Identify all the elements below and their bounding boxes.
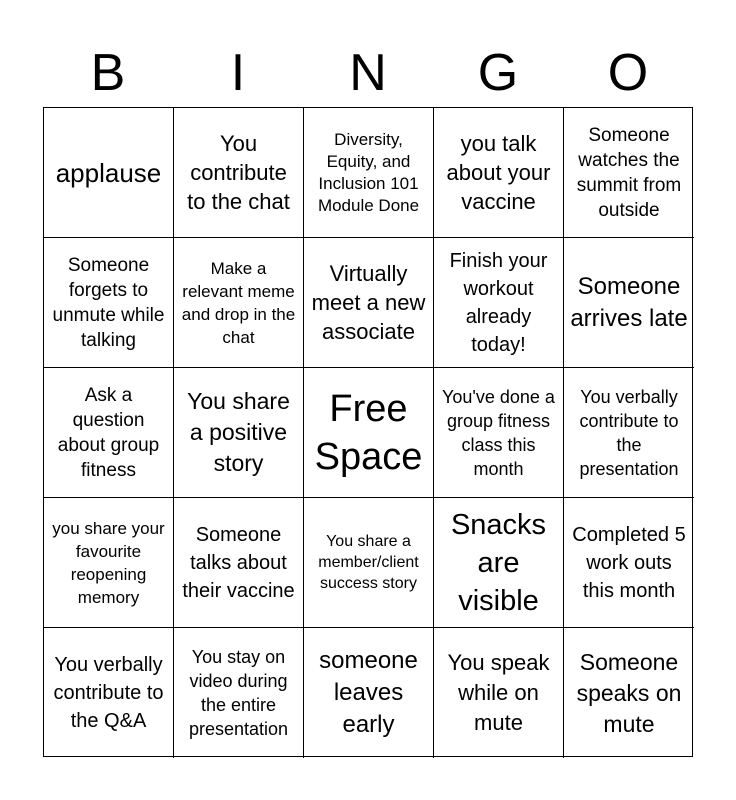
- cell-text: You stay on video during the entire presentation: [188, 647, 289, 739]
- cell-text: you share your favourite reopening memory: [52, 518, 165, 607]
- cell-text: Virtually meet a new associate: [311, 261, 426, 344]
- bingo-cell-2-4[interactable]: [434, 238, 564, 368]
- bingo-cell-3-4[interactable]: [434, 368, 564, 498]
- cell-text: Ask a question about group fitness: [57, 384, 160, 481]
- bingo-cell-1-2[interactable]: [174, 108, 304, 238]
- cell-text: Someone talks about their vaccine: [182, 523, 295, 602]
- bingo-cell-1-4[interactable]: [434, 108, 564, 238]
- bingo-cell-2-3[interactable]: [304, 238, 434, 368]
- bingo-header: [43, 40, 693, 106]
- cell-text: You share a member/client success story: [318, 533, 419, 592]
- cell-text: You share a positive story: [187, 388, 290, 476]
- header-letter-n: N: [349, 44, 387, 102]
- bingo-cell-5-3[interactable]: [304, 628, 434, 758]
- cell-text: You've done a group fitness class this month: [442, 386, 555, 479]
- bingo-cell-4-2[interactable]: [174, 498, 304, 628]
- bingo-cell-5-2[interactable]: [174, 628, 304, 758]
- bingo-cell-2-1[interactable]: [44, 238, 174, 368]
- cell-text: Snacks are visible: [450, 508, 547, 617]
- bingo-cell-3-2[interactable]: [174, 368, 304, 498]
- bingo-cell-free-space[interactable]: [304, 368, 434, 498]
- header-letter-g: G: [477, 44, 519, 102]
- cell-text: Make a relevant meme and drop in the chat: [181, 258, 296, 347]
- bingo-cell-4-4[interactable]: [434, 498, 564, 628]
- bingo-cell-4-1[interactable]: [44, 498, 174, 628]
- bingo-cell-4-5[interactable]: [564, 498, 694, 628]
- cell-text: Someone speaks on mute: [576, 648, 682, 737]
- cell-text: Finish your workout already today!: [449, 249, 548, 356]
- header-letter-o: O: [607, 44, 649, 102]
- cell-text: You verbally contribute to the Q&A: [53, 654, 164, 732]
- cell-text: You speak while on mute: [447, 650, 550, 735]
- bingo-cell-2-5[interactable]: [564, 238, 694, 368]
- cell-text: Completed 5 work outs this month: [572, 523, 686, 602]
- cell-text: you talk about your vaccine: [446, 131, 551, 214]
- header-letter-i: I: [230, 44, 246, 102]
- bingo-card: [43, 107, 693, 757]
- bingo-cell-5-1[interactable]: [44, 628, 174, 758]
- cell-text: Free Space: [314, 387, 423, 478]
- bingo-cell-1-5[interactable]: [564, 108, 694, 238]
- cell-text: someone leaves early: [319, 647, 418, 738]
- cell-text: You contribute to the chat: [187, 131, 290, 214]
- bingo-cell-2-2[interactable]: [174, 238, 304, 368]
- bingo-cell-1-3[interactable]: [304, 108, 434, 238]
- cell-text: Someone watches the summit from outside: [576, 124, 682, 221]
- cell-text: applause: [55, 157, 162, 188]
- cell-text: Someone forgets to unmute while talking: [52, 254, 165, 351]
- bingo-cell-3-1[interactable]: [44, 368, 174, 498]
- bingo-cell-5-5[interactable]: [564, 628, 694, 758]
- bingo-cell-5-4[interactable]: [434, 628, 564, 758]
- bingo-cell-1-1[interactable]: [44, 108, 174, 238]
- cell-text: Someone arrives late: [570, 272, 688, 332]
- header-letter-b: B: [90, 44, 126, 102]
- bingo-cell-3-5[interactable]: [564, 368, 694, 498]
- cell-text: You verbally contribute to the presentation: [579, 386, 679, 479]
- cell-text: Diversity, Equity, and Inclusion 101 Module Done: [317, 129, 420, 215]
- bingo-cell-4-3[interactable]: [304, 498, 434, 628]
